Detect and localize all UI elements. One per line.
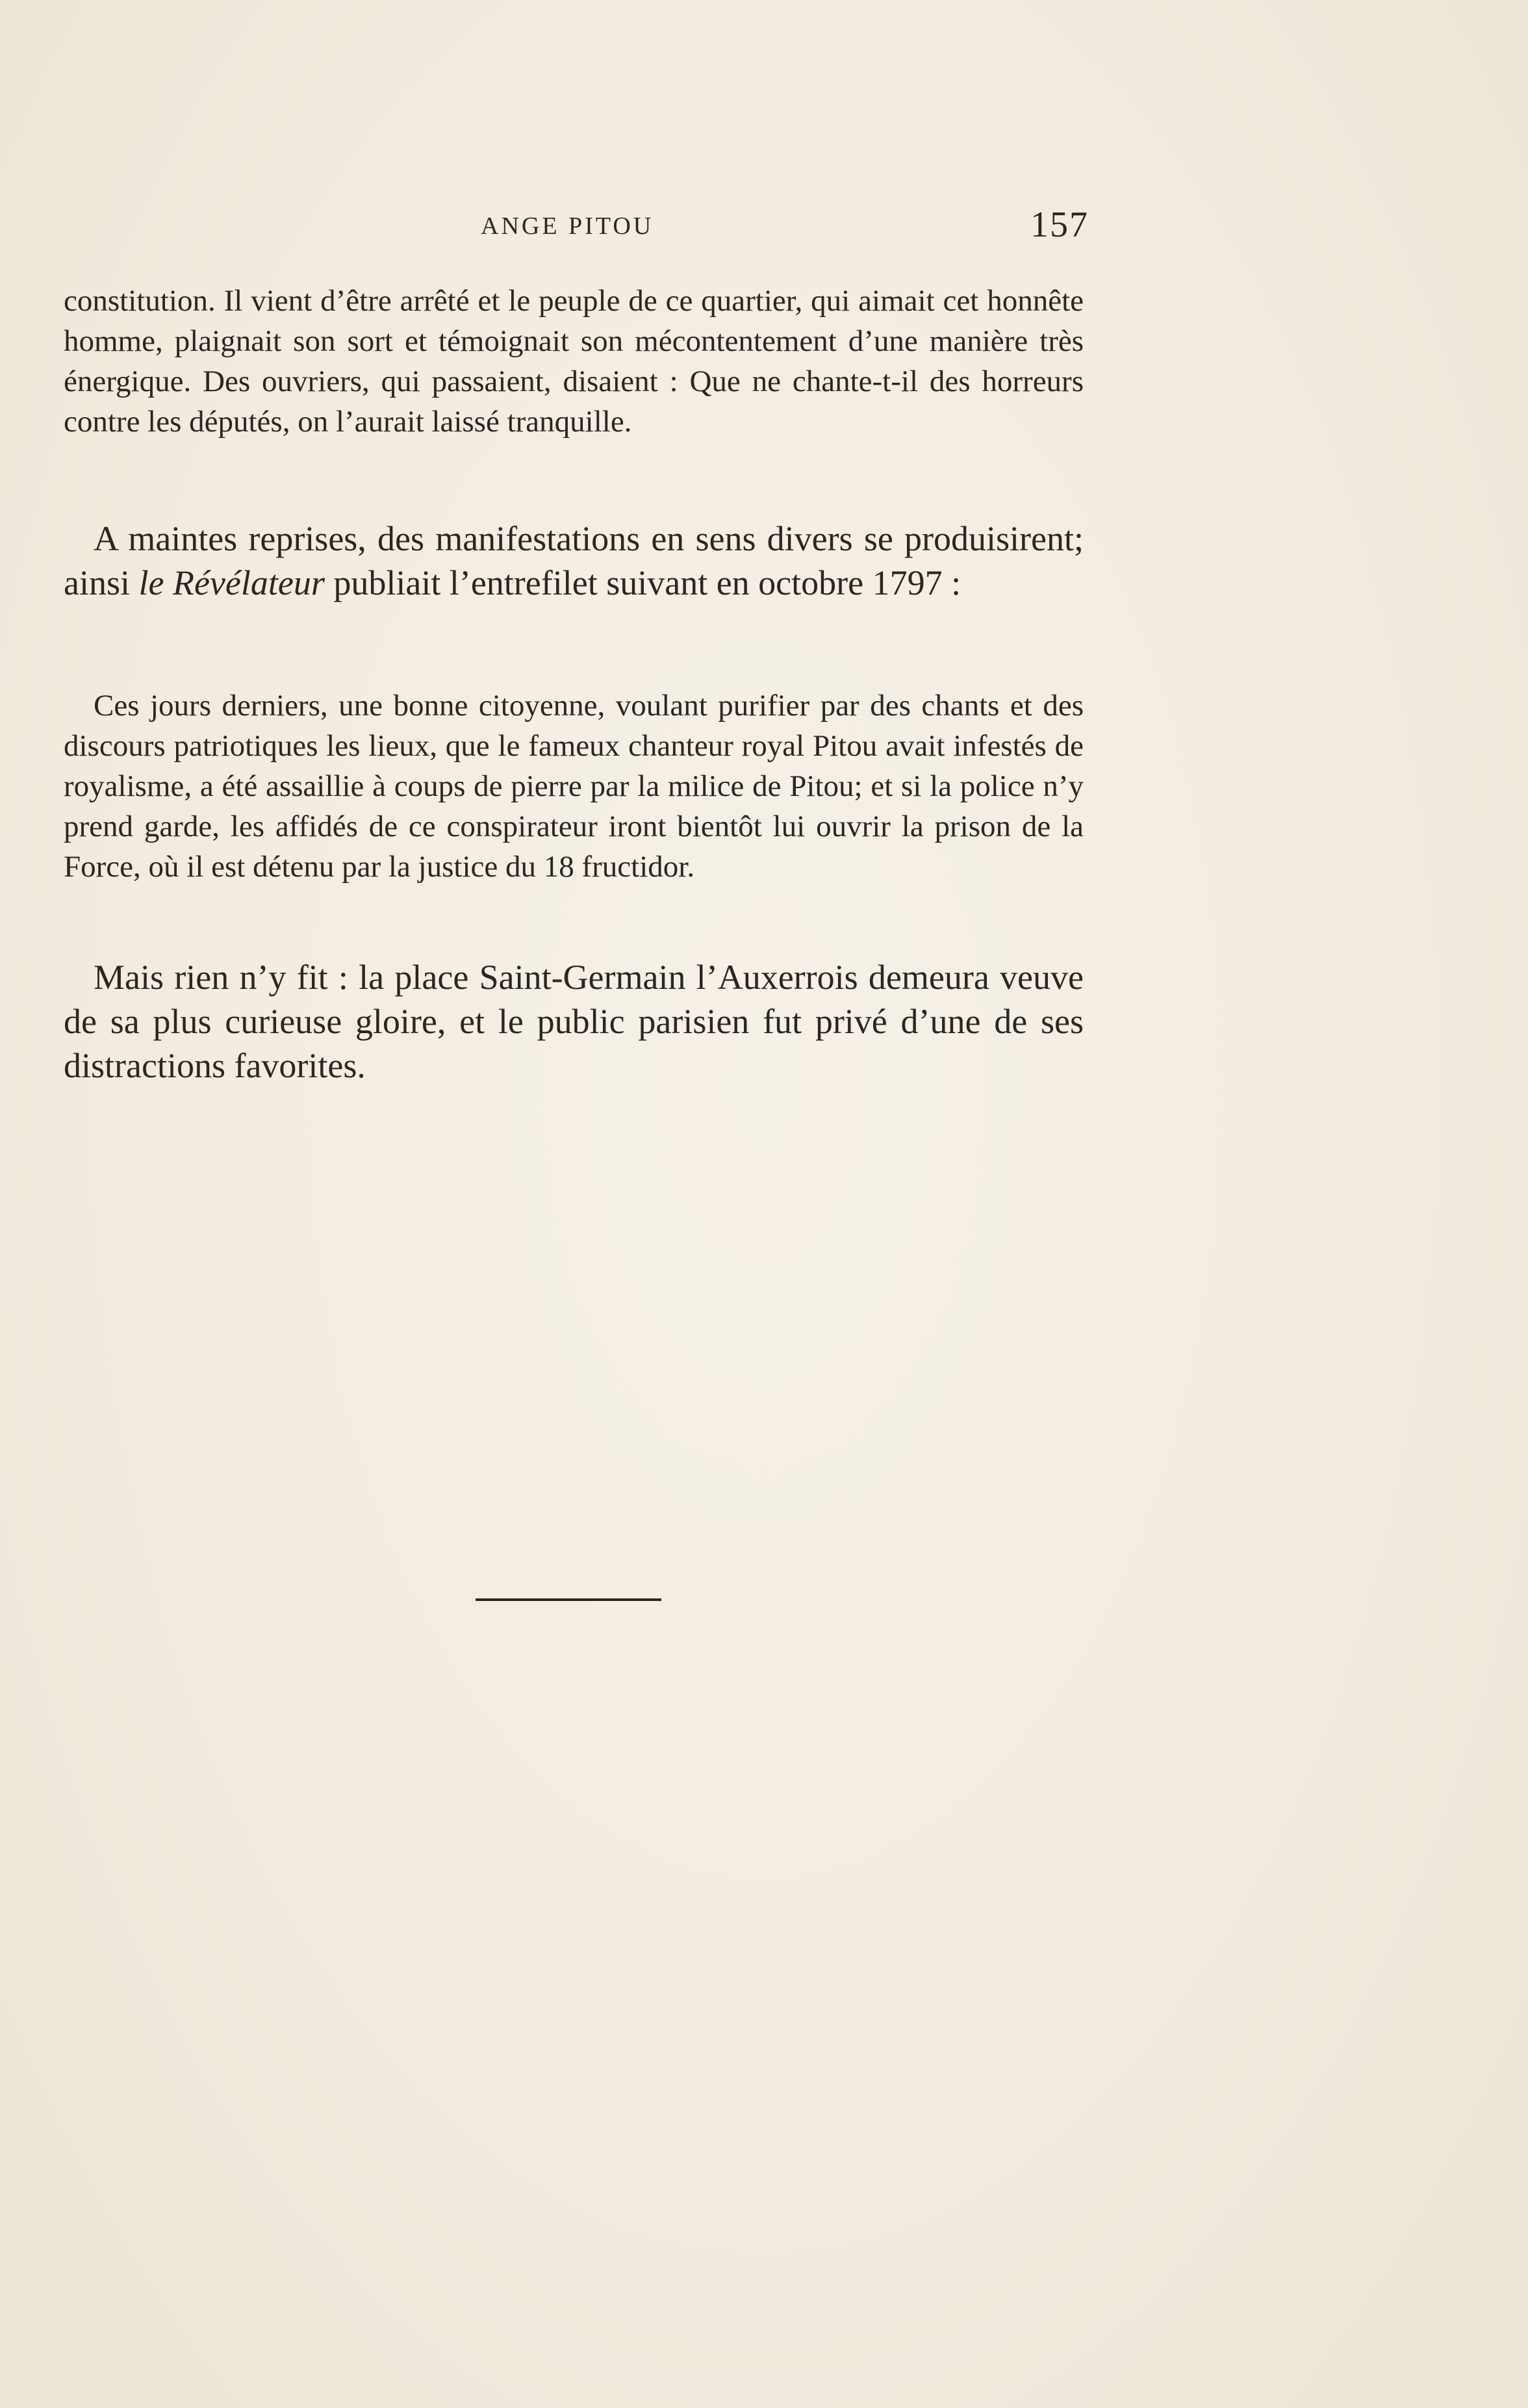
- section-end-rule: [476, 1598, 661, 1601]
- paragraph-continuation: constitution. Il vient d’être arrêté et le peuple de ce quartier, qui aimait cet honnête homme, plaignait son sort et témoignait son mécontentement d’une manière très énergique. Des ouvriers, qui passaient, disaient : Que ne chante-t-il des horreurs contre les députés, on l’aurait laissé tranquille.: [64, 284, 1084, 439]
- page-number: 157: [1030, 205, 1089, 245]
- paragraph-text-tail: publiait l’entrefilet suivant en octobre 1797 :: [324, 563, 961, 602]
- running-title: ANGE PITOU: [481, 212, 654, 240]
- paragraph-conclusion: Mais rien n’y fit : la place Saint-Germain l’Auxerrois demeura veuve de sa plus curieuse gloire, et le public parisien fut privé d’une de ses distractions favorites.: [64, 958, 1084, 1085]
- paragraph-manifestations: [64, 517, 1084, 605]
- paragraph-text-lead: A maintes reprises, des manifestations en sens divers se produisirent; ainsi: [64, 519, 1084, 602]
- block-quotation: Ces jours derniers, une bonne citoyenne, voulant purifier par des chants et des discours patriotiques les lieux, que le fameux chanteur royal Pitou avait infestés de royalisme, a été assaillie à coups de pierre par la milice de Pitou; et si la police n’y prend garde, les affidés de ce conspirateur iront bientôt lui ouvrir la prison de la Force, où il est détenu par la justice du 18 fructidor.: [64, 689, 1084, 884]
- newspaper-title: le Révélateur: [138, 563, 325, 602]
